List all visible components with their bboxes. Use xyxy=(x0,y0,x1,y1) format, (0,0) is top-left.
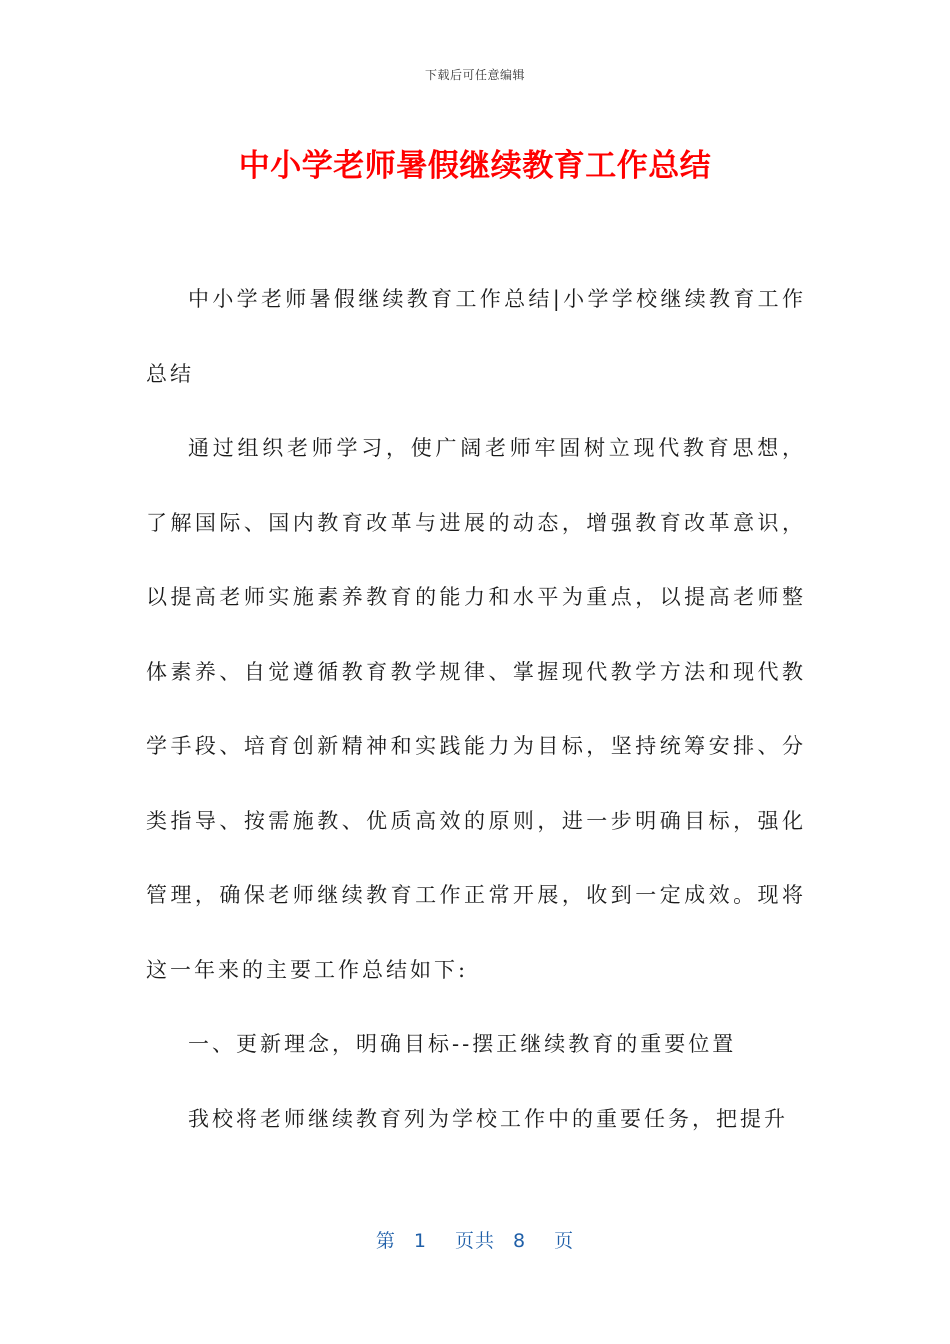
paragraph-subtitle: 中小学老师暑假继续教育工作总结|小学学校继续教育工作总结 xyxy=(146,287,806,386)
footer-total-pages: 8 xyxy=(513,1230,527,1252)
paragraph-section-one: 我校将老师继续教育列为学校工作中的重要任务，把提升 xyxy=(188,1106,788,1131)
document-body xyxy=(146,262,806,1156)
header-note: 下载后可任意编辑 xyxy=(424,68,525,82)
section-heading: 一、更新理念，明确目标--摆正继续教育的重要位置 xyxy=(188,1032,737,1056)
footer-page-prefix: 第 xyxy=(375,1230,396,1252)
footer-page-mid: 页共 xyxy=(454,1230,495,1252)
document-title: 中小学老师暑假继续教育工作总结 xyxy=(238,148,712,184)
footer-page-suffix: 页 xyxy=(554,1230,575,1252)
page-footer xyxy=(0,1226,950,1253)
footer-current-page: 1 xyxy=(413,1230,427,1252)
paragraph-intro: 通过组织老师学习，使广阔老师牢固树立现代教育思想，了解国际、国内教育改革与进展的动态，增强教育改革意识，以提高老师实施素养教育的能力和水平为重点，以提高老师整体素养、自觉遵循教育教学规律、掌握现代教学方法和现代教学手段、培育创新精神和实践能力为目标，坚持统筹安排、分类指导、按需施教、优质高效的原则，进一步明确目标，强化管理，确保老师继续教育工作正常开展，收到一定成效。现将这一年来的主要工作总结如下: xyxy=(146,436,806,982)
